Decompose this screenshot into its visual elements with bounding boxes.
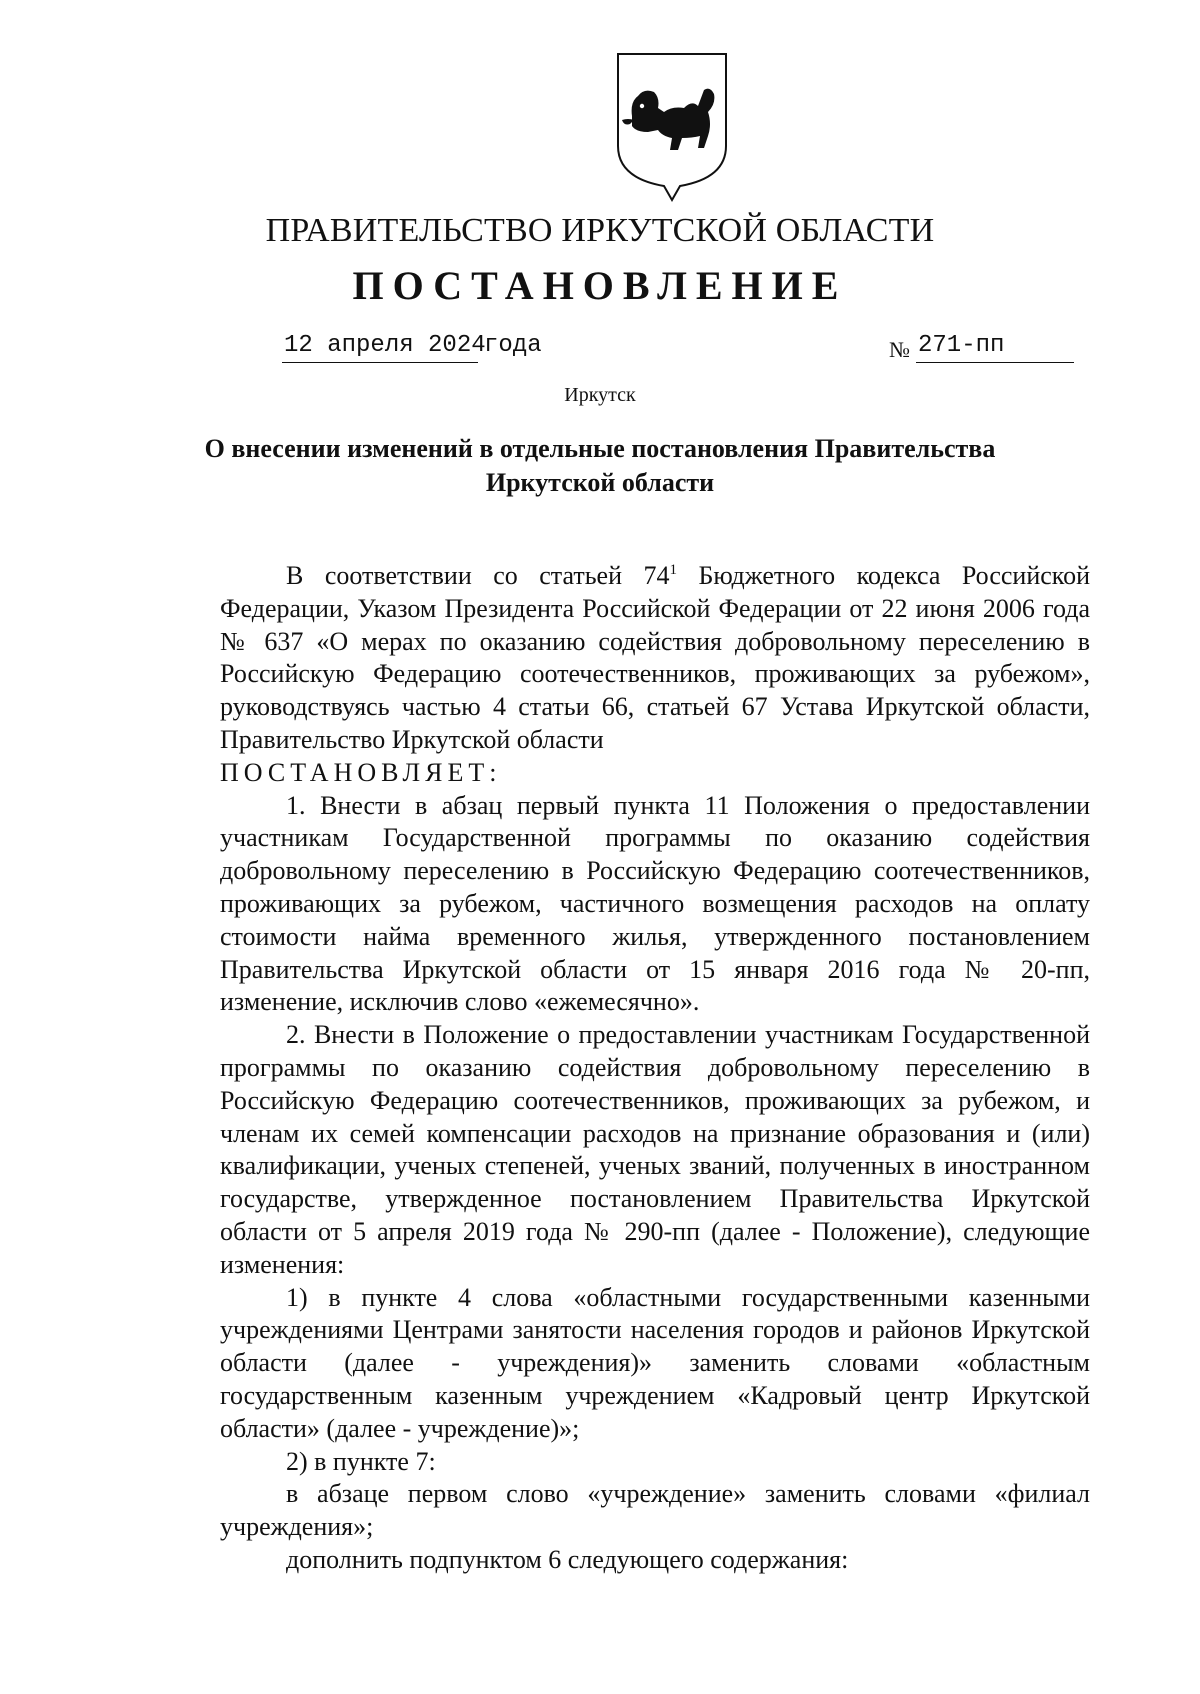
number-sign: № xyxy=(889,337,910,362)
document-body xyxy=(220,560,1090,1577)
document-type: ПОСТАНОВЛЕНИЕ xyxy=(352,263,848,308)
organization-name: ПРАВИТЕЛЬСТВО ИРКУТСКОЙ ОБЛАСТИ xyxy=(265,212,935,249)
title-line-1: О внесении изменений в отдельные постановления Правительства xyxy=(204,434,996,463)
document-date: 12 апреля 2024 xyxy=(284,332,486,359)
article-superscript: 1 xyxy=(669,562,677,578)
document-number: 271-пп xyxy=(918,332,1005,359)
date-suffix: года xyxy=(484,332,542,359)
resolves-heading: ПОСТАНОВЛЯЕТ: xyxy=(220,757,502,787)
preamble-paragraph xyxy=(220,560,1090,757)
paragraph-2-2: 2) в пункте 7: xyxy=(286,1446,436,1476)
document-title xyxy=(150,432,1050,500)
preamble-text-b: Бюджетного кодекса Российской Федерации, Указом Президента Российской Федерации от 22 июня 2006 года № 637 «О мерах по оказанию содействия добровольному переселению в Российскую Федерацию соотечественников, проживающих за рубежом», руководствуясь частью 4 статьи 66, статьей 67 Устава Иркутской области, Правительство Иркутской области xyxy=(220,561,1090,754)
paragraph-2-2-a: в абзаце первом слово «учреждение» заменить словами «филиал учреждения»; xyxy=(220,1479,1090,1542)
preamble-text-a: В соответствии со статьей 74 xyxy=(286,561,670,590)
coat-of-arms-icon xyxy=(612,50,732,202)
paragraph-1: 1. Внести в абзац первый пункта 11 Положения о предоставлении участникам Государственной программы по оказанию содействия добровольному переселению в Российскую Федерацию соотечественников, проживающих за рубежом, частичного возмещения расходов на оплату стоимости найма временного жилья, утвержденного постановлением Правительства Иркутской области от 15 января 2016 года № 20-пп, изменение, исключив слово «ежемесячно». xyxy=(220,790,1090,1017)
paragraph-2-1: 1) в пункте 4 слова «областными государственными казенными учреждениями Центрами занятости населения городов и районов Иркутской области (далее - учреждения)» заменить словами «областным государственным казенным учреждением «Кадровый центр Иркутской области» (далее - учреждение)»; xyxy=(220,1282,1090,1443)
paragraph-2-2-b: дополнить подпунктом 6 следующего содержания: xyxy=(286,1544,849,1574)
city-name: Иркутск xyxy=(564,384,636,406)
date-underline xyxy=(282,362,478,363)
title-line-2: Иркутской области xyxy=(485,468,715,497)
paragraph-2: 2. Внести в Положение о предоставлении участникам Государственной программы по оказанию содействия добровольному переселению в Российскую Федерацию соотечественников, проживающих за рубежом, и членам их семей компенсации расходов на признание образования и (или) квалификации, ученых степеней, ученых званий, полученных в иностранном государстве, утвержденное постановлением Правительства Иркутской области от 5 апреля 2019 года № 290-пп (далее - Положение), следующие изменения: xyxy=(220,1020,1090,1279)
number-underline xyxy=(916,362,1074,363)
